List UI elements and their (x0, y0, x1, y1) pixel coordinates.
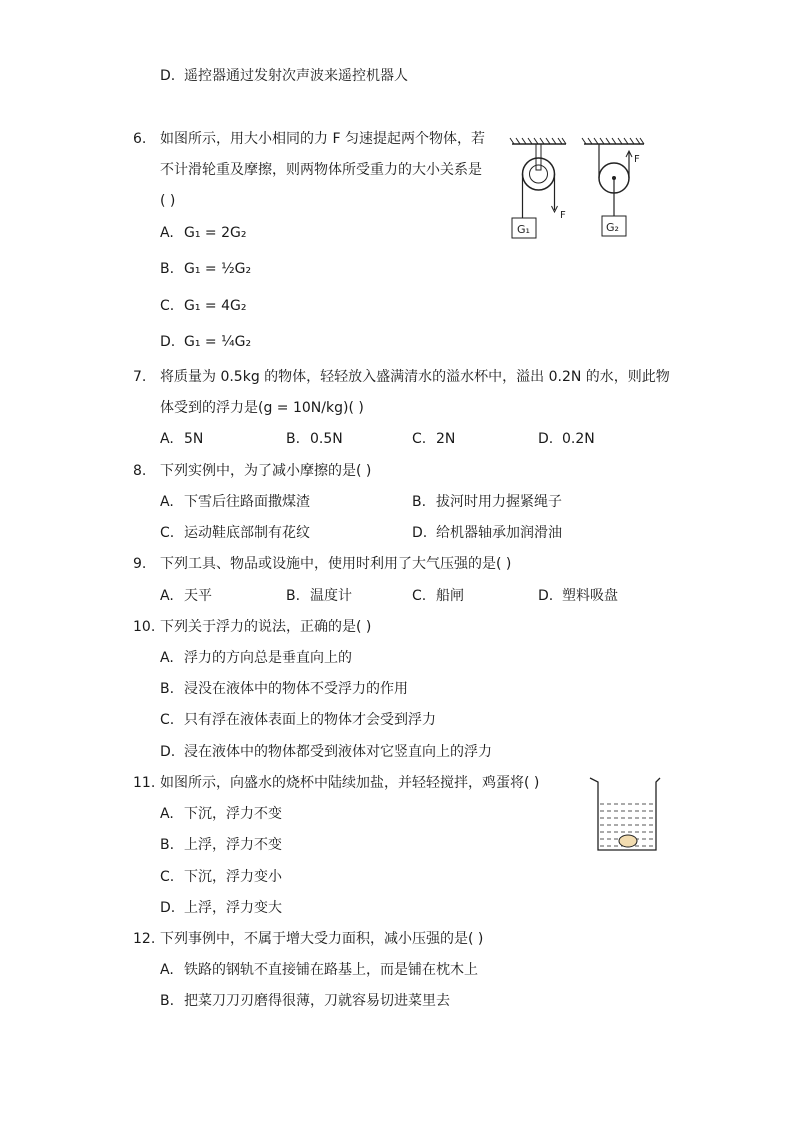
q10-option-d: D. 浸在液体中的物体都受到液体对它竖直向上的浮力 (160, 744, 492, 760)
movable-pulley (599, 144, 632, 216)
q7-option-d: D. 0.2N (538, 431, 595, 447)
q7-stem-line1: 将质量为 0.5kg 的物体，轻轻放入盛满清水的溢水杯中，溢出 0.2N 的水，则此物 (160, 369, 670, 385)
q8-option-c: C. 运动鞋底部制有花纹 (160, 525, 310, 541)
option-text: 遥控器通过发射次声波来遥控机器人 (184, 68, 408, 84)
q8-option-b: B. 拔河时用力握紧绳子 (412, 494, 562, 510)
pulley-figure (508, 136, 648, 242)
q9-stem: 下列工具、物品或设施中，使用时利用了大气压强的是( ) (160, 556, 512, 572)
weight-label-g2: G₂ (606, 221, 619, 234)
q6-stem-line2: 不计滑轮重及摩擦，则两物体所受重力的大小关系是 (160, 162, 482, 178)
q6-stem-line1: 如图所示，用大小相同的力 F 匀速提起两个物体，若 (160, 131, 485, 147)
q6-option-d: D. G₁ = ¼G₂ (160, 334, 252, 350)
force-label-movable: F (634, 154, 640, 165)
q11-option-c: C. 下沉，浮力变小 (160, 869, 282, 885)
q6-option-a: A. G₁ = 2G₂ (160, 225, 247, 241)
force-label-fixed: F (560, 210, 566, 221)
question-number-6: 6. (133, 131, 147, 147)
q10-stem: 下列关于浮力的说法，正确的是( ) (160, 619, 372, 635)
q9-option-b: B. 温度计 (286, 588, 352, 604)
question-number-9: 9. (133, 556, 147, 572)
q11-stem: 如图所示，向盛水的烧杯中陆续加盐，并轻轻搅拌，鸡蛋将( ) (160, 775, 540, 791)
question-number-7: 7. (133, 369, 147, 385)
q11-option-d: D. 上浮，浮力变大 (160, 900, 282, 916)
q12-option-b: B. 把菜刀刀刃磨得很薄，刀就容易切进菜里去 (160, 993, 450, 1009)
q6-option-c: C. G₁ = 4G₂ (160, 298, 247, 314)
q7-option-b: B. 0.5N (286, 431, 343, 447)
question-number-12: 12. (133, 931, 156, 947)
egg (619, 835, 637, 847)
q6-stem-line3: ( ) (160, 193, 176, 209)
q11-option-a: A. 下沉，浮力不变 (160, 806, 282, 822)
fixed-pulley (523, 144, 558, 218)
q8-option-d: D. 给机器轴承加润滑油 (412, 525, 562, 541)
q7-option-a: A. 5N (160, 431, 204, 447)
q9-option-d: D. 塑料吸盘 (538, 588, 618, 604)
question-number-11: 11. (133, 775, 156, 791)
q9-option-c: C. 船闸 (412, 588, 464, 604)
q10-option-c: C. 只有浮在液体表面上的物体才会受到浮力 (160, 712, 436, 728)
q9-option-a: A. 天平 (160, 588, 212, 604)
q10-option-b: B. 浸没在液体中的物体不受浮力的作用 (160, 681, 408, 697)
q12-option-a: A. 铁路的钢轨不直接铺在路基上，而是铺在枕木上 (160, 962, 478, 978)
q8-stem: 下列实例中，为了减小摩擦的是( ) (160, 463, 372, 479)
beaker-figure (588, 774, 662, 854)
q12-stem: 下列事例中，不属于增大受力面积，减小压强的是( ) (160, 931, 484, 947)
ceiling-right (582, 138, 644, 144)
q8-option-a: A. 下雪后往路面撒煤渣 (160, 494, 310, 510)
q5-option-d: D. 遥控器通过发射次声波来遥控机器人 (160, 68, 408, 84)
ceiling-left (510, 138, 566, 144)
question-number-8: 8. (133, 463, 147, 479)
weight-label-g1: G₁ (517, 223, 530, 236)
q6-option-b: B. G₁ = ½G₂ (160, 261, 252, 277)
q7-stem-line2: 体受到的浮力是(g = 10N/kg)( ) (160, 400, 364, 416)
q7-option-c: C. 2N (412, 431, 456, 447)
q11-option-b: B. 上浮，浮力不变 (160, 837, 282, 853)
question-number-10: 10. (133, 619, 156, 635)
q10-option-a: A. 浮力的方向总是垂直向上的 (160, 650, 352, 666)
